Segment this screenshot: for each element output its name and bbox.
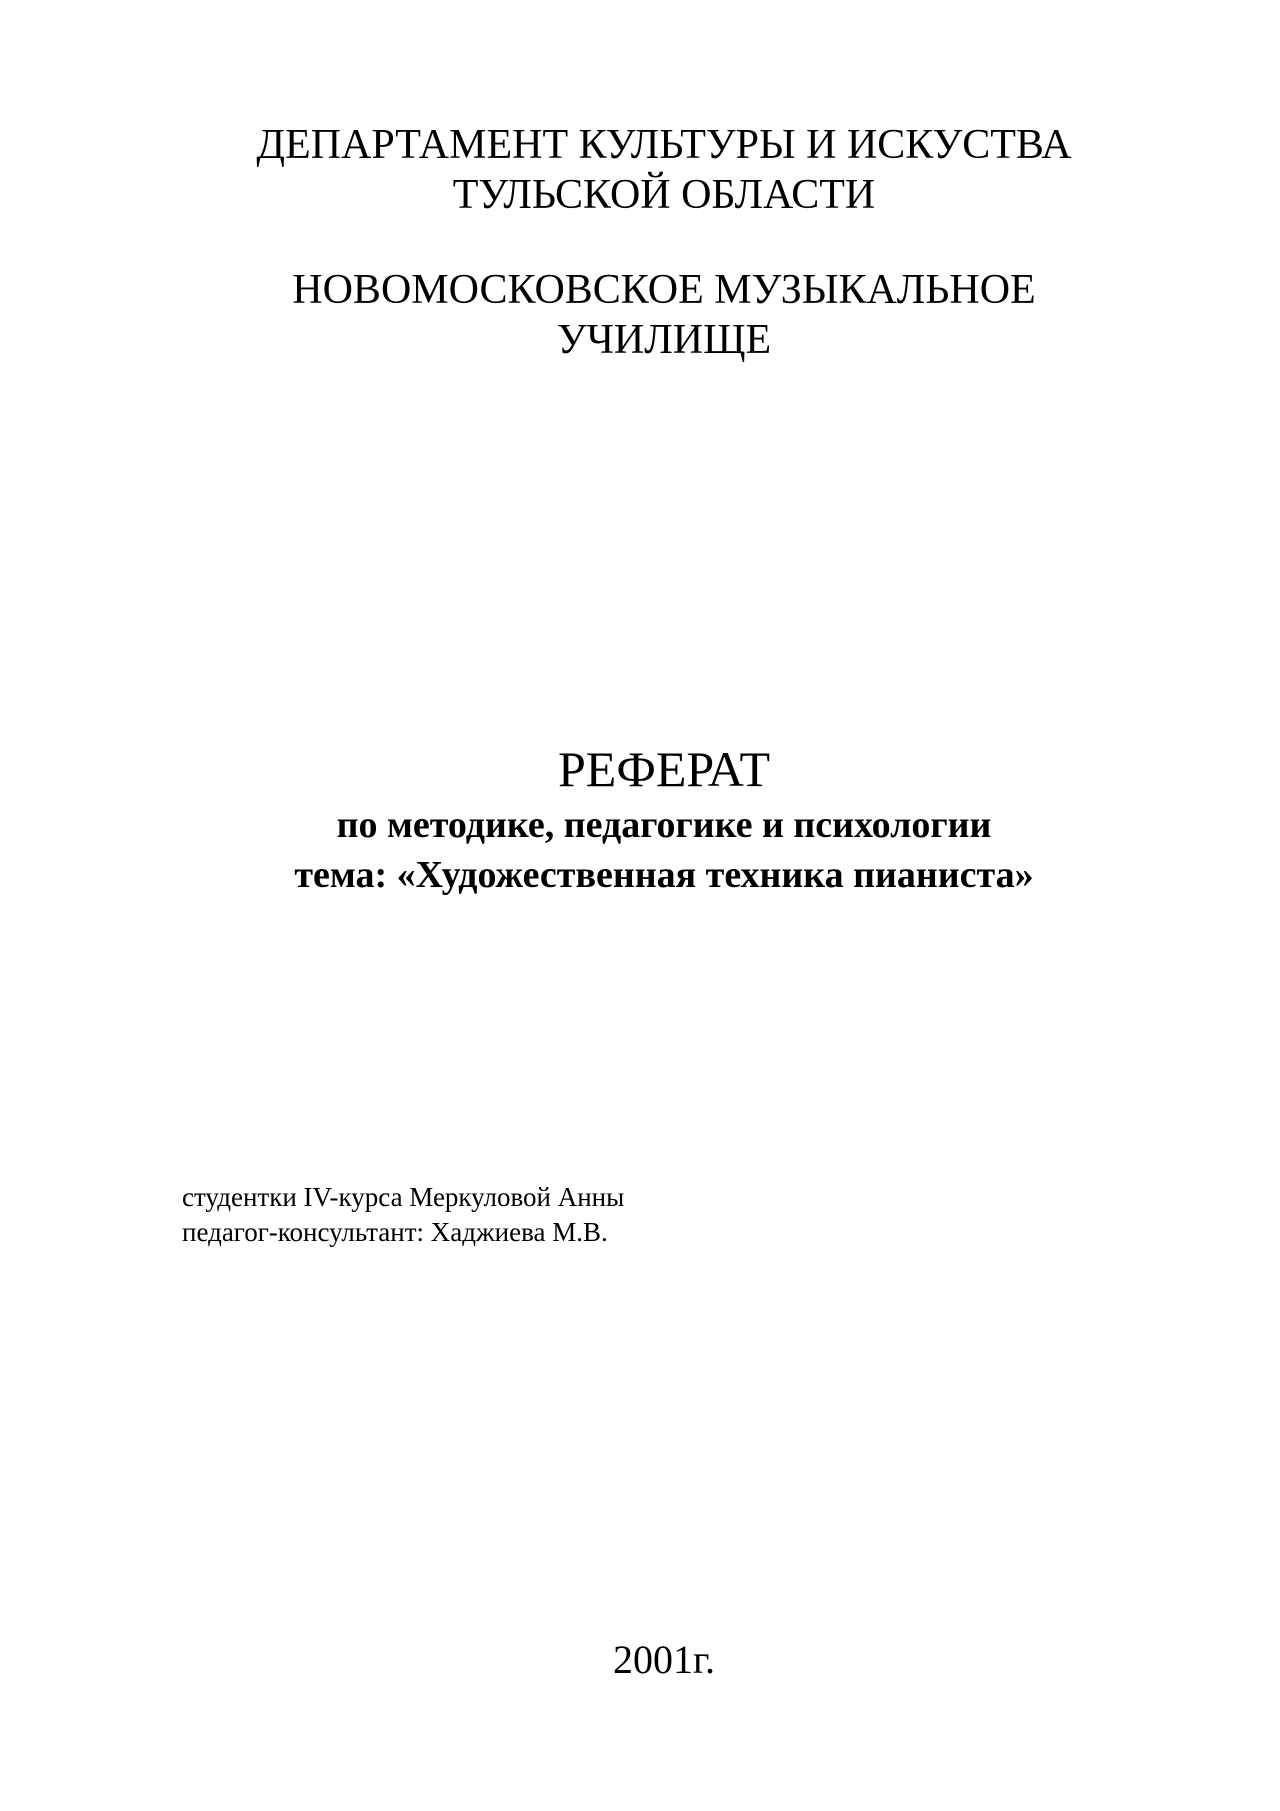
- document-topic: тема: «Художественная техника пианиста»: [294, 854, 1034, 896]
- student-info: студентки IV-курса Меркуловой Анны: [182, 1182, 625, 1212]
- document-subject: по методике, педагогике и психологии: [336, 804, 992, 846]
- school-line-1: НОВОМОСКОВСКОЕ МУЗЫКАЛЬНОЕ: [292, 267, 1036, 313]
- document-year: 2001г.: [613, 1637, 715, 1682]
- document-title: РЕФЕРАТ: [557, 741, 771, 797]
- school-line-2: УЧИЛИЩЕ: [556, 317, 772, 363]
- department-heading: [0, 120, 1280, 220]
- school-heading: [0, 265, 1280, 365]
- teacher-info: педагог-консультант: Хаджиева М.В.: [182, 1217, 608, 1247]
- department-line-2: ТУЛЬСКОЙ ОБЛАСТИ: [452, 172, 876, 218]
- department-line-1: ДЕПАРТАМЕНТ КУЛЬТУРЫ И ИСКУСТВА: [256, 122, 1072, 168]
